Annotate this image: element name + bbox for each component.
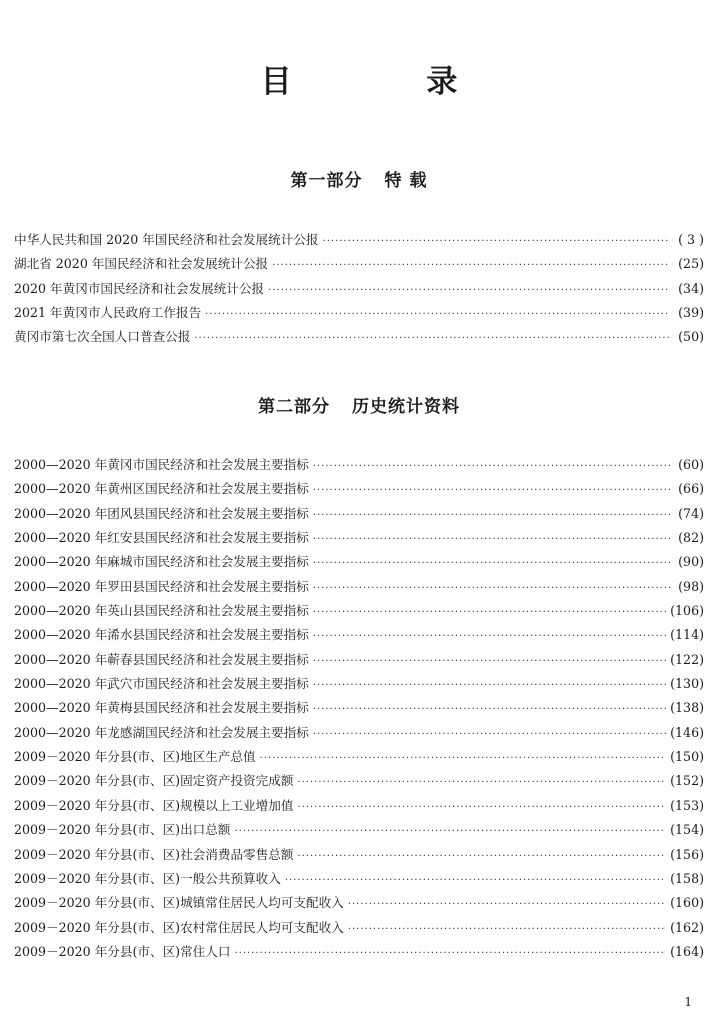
toc-entry-page: (164) — [670, 943, 704, 959]
toc-entry[interactable] — [14, 278, 704, 302]
toc-entry-title: 2000—2020 年蕲春县国民经济和社会发展主要指标 — [14, 651, 309, 667]
toc-entry-title: 2009－2020 年分县(市、区)一般公共预算收入 — [14, 870, 281, 886]
toc-entry[interactable] — [14, 326, 704, 350]
toc-leader-dots — [313, 607, 666, 618]
toc-list-section-2 — [14, 454, 704, 965]
toc-entry-title: 2000—2020 年浠水县国民经济和社会发展主要指标 — [14, 627, 309, 643]
toc-entry-page: (98) — [678, 578, 704, 594]
toc-entry[interactable] — [14, 673, 704, 697]
toc-leader-dots — [234, 826, 666, 837]
toc-entry[interactable] — [14, 746, 704, 770]
toc-entry[interactable] — [14, 722, 704, 746]
toc-entry[interactable] — [14, 892, 704, 916]
toc-leader-dots — [268, 285, 670, 296]
toc-entry[interactable] — [14, 941, 704, 965]
toc-entry-title: 2000—2020 年黄冈市国民经济和社会发展主要指标 — [14, 457, 309, 472]
toc-entry-title: 2000—2020 年红安县国民经济和社会发展主要指标 — [14, 530, 309, 546]
toc-entry-page: (74) — [678, 505, 704, 521]
toc-leader-dots — [313, 461, 670, 472]
toc-entry[interactable] — [14, 844, 704, 868]
toc-entry-page: (82) — [678, 530, 704, 546]
toc-entry-title: 黄冈市第七次全国人口普查公报 — [14, 329, 191, 345]
toc-entry-page: (158) — [670, 870, 704, 886]
toc-entry-page: (162) — [670, 919, 704, 935]
toc-entry-page: (90) — [678, 554, 704, 570]
toc-entry[interactable] — [14, 478, 704, 502]
toc-leader-dots — [313, 534, 670, 545]
toc-entry-page: (50) — [678, 329, 704, 345]
toc-leader-dots — [194, 333, 670, 344]
toc-leader-dots — [313, 729, 666, 740]
toc-entry-title: 2009－2020 年分县(市、区)城镇常住居民人均可支配收入 — [14, 895, 344, 911]
toc-entry[interactable] — [14, 649, 704, 673]
toc-entry-title: 2009－2020 年分县(市、区)地区生产总值 — [14, 749, 256, 765]
section-heading-2 — [0, 392, 718, 417]
toc-entry-page: (152) — [670, 773, 704, 789]
toc-entry-page: (150) — [670, 749, 704, 765]
toc-entry-title: 2000—2020 年麻城市国民经济和社会发展主要指标 — [14, 554, 309, 570]
toc-leader-dots — [323, 236, 670, 247]
toc-leader-dots — [313, 680, 666, 691]
section-name: 历史统计资料 — [352, 397, 460, 417]
section-heading-1 — [0, 166, 718, 191]
toc-entry-page: (106) — [670, 603, 704, 619]
toc-entry-title: 中华人民共和国 2020 年国民经济和社会发展统计公报 — [14, 232, 319, 247]
toc-leader-dots — [297, 851, 666, 862]
section-number: 第一部分 — [290, 171, 363, 191]
toc-leader-dots — [313, 510, 670, 521]
toc-entry[interactable] — [14, 819, 704, 843]
toc-entry[interactable] — [14, 229, 704, 253]
toc-entry[interactable] — [14, 770, 704, 794]
toc-entry-title: 2009－2020 年分县(市、区)规模以上工业增加值 — [14, 797, 294, 813]
toc-leader-dots — [285, 875, 666, 886]
toc-entry[interactable] — [14, 527, 704, 551]
toc-leader-dots — [234, 948, 666, 959]
toc-leader-dots — [313, 558, 670, 569]
toc-leader-dots — [205, 309, 670, 320]
toc-entry-title: 2000—2020 年黄梅县国民经济和社会发展主要指标 — [14, 700, 309, 716]
toc-entry-title: 2000—2020 年英山县国民经济和社会发展主要指标 — [14, 603, 309, 619]
toc-entry[interactable] — [14, 302, 704, 326]
toc-leader-dots — [297, 777, 666, 788]
toc-leader-dots — [313, 485, 670, 496]
toc-entry[interactable] — [14, 795, 704, 819]
toc-list-section-1 — [14, 229, 704, 351]
toc-entry-page: (60) — [678, 457, 704, 472]
toc-entry-title: 2009－2020 年分县(市、区)农村常住居民人均可支配收入 — [14, 919, 344, 935]
toc-entry-title: 2021 年黄冈市人民政府工作报告 — [14, 305, 202, 321]
toc-entry[interactable] — [14, 253, 704, 277]
toc-leader-dots — [260, 753, 666, 764]
toc-entry-title: 2009－2020 年分县(市、区)固定资产投资完成额 — [14, 773, 294, 789]
toc-leader-dots — [297, 802, 666, 813]
toc-entry-title: 湖北省 2020 年国民经济和社会发展统计公报 — [14, 256, 269, 272]
toc-entry[interactable] — [14, 600, 704, 624]
toc-entry-page: (114) — [670, 627, 704, 643]
toc-leader-dots — [348, 924, 666, 935]
toc-leader-dots — [313, 704, 666, 715]
toc-leader-dots — [272, 260, 670, 271]
toc-entry[interactable] — [14, 551, 704, 575]
toc-entry-page: (154) — [670, 822, 704, 838]
toc-entry-title: 2000—2020 年团风县国民经济和社会发展主要指标 — [14, 505, 309, 521]
toc-entry-title: 2000—2020 年武穴市国民经济和社会发展主要指标 — [14, 676, 309, 692]
section-name: 特 载 — [384, 171, 428, 191]
toc-entry-title: 2000—2020 年罗田县国民经济和社会发展主要指标 — [14, 578, 309, 594]
section-number: 第二部分 — [258, 397, 330, 417]
toc-entry-title: 2020 年黄冈市国民经济和社会发展统计公报 — [14, 280, 265, 296]
toc-leader-dots — [313, 583, 670, 594]
toc-entry-page: (130) — [670, 676, 704, 692]
toc-entry-page: ( 3 ) — [678, 232, 704, 247]
toc-entry[interactable] — [14, 624, 704, 648]
toc-entry[interactable] — [14, 454, 704, 478]
toc-leader-dots — [313, 656, 666, 667]
toc-entry[interactable] — [14, 503, 704, 527]
toc-entry-page: (160) — [670, 895, 704, 911]
toc-entry-page: (156) — [670, 846, 704, 862]
page-number: 1 — [684, 995, 692, 1009]
toc-leader-dots — [348, 899, 666, 910]
toc-entry-page: (25) — [678, 256, 704, 272]
toc-entry-title: 2009－2020 年分县(市、区)常住人口 — [14, 943, 231, 959]
toc-entry-page: (39) — [678, 305, 704, 321]
toc-entry-page: (153) — [670, 797, 704, 813]
toc-entry[interactable] — [14, 697, 704, 721]
toc-entry-title: 2009－2020 年分县(市、区)社会消费品零售总额 — [14, 846, 294, 862]
toc-entry-page: (34) — [678, 280, 704, 296]
toc-entry-page: (138) — [670, 700, 704, 716]
toc-entry-page: (66) — [678, 481, 704, 497]
toc-entry-page: (146) — [670, 724, 704, 740]
page-title: 目 录 — [260, 64, 520, 100]
toc-entry-title: 2000—2020 年黄州区国民经济和社会发展主要指标 — [14, 481, 309, 497]
toc-entry-title: 2009－2020 年分县(市、区)出口总额 — [14, 822, 231, 838]
toc-leader-dots — [313, 631, 666, 642]
toc-entry[interactable] — [14, 576, 704, 600]
toc-entry[interactable] — [14, 868, 704, 892]
toc-entry-page: (122) — [670, 651, 704, 667]
toc-entry[interactable] — [14, 917, 704, 941]
toc-entry-title: 2000—2020 年龙感湖国民经济和社会发展主要指标 — [14, 724, 309, 740]
